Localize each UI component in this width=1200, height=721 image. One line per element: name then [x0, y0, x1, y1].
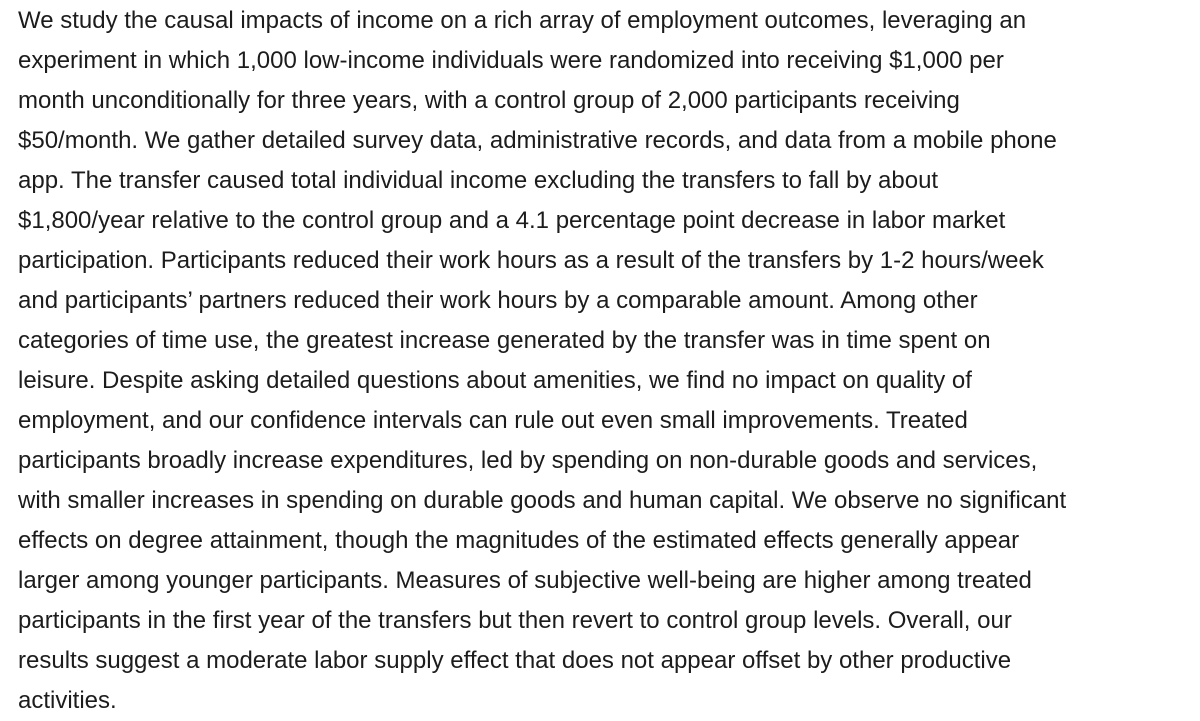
abstract-line-16: participants in the first year of the transfers but then revert to control group levels. Overall, our [18, 607, 1012, 634]
abstract-line-3: month unconditionally for three years, with a control group of 2,000 participants receiving [18, 87, 960, 114]
abstract-line-15: larger among younger participants. Measures of subjective well-being are higher among treated [18, 567, 1032, 594]
abstract-line-11: employment, and our confidence intervals can rule out even small improvements. Treated [18, 407, 968, 434]
abstract-line-4: $50/month. We gather detailed survey data, administrative records, and data from a mobile phone [18, 127, 1057, 154]
abstract-line-9: categories of time use, the greatest increase generated by the transfer was in time spent on [18, 327, 991, 354]
abstract-line-6: $1,800/year relative to the control group and a 4.1 percentage point decrease in labor market [18, 207, 1006, 234]
abstract-line-17: results suggest a moderate labor supply effect that does not appear offset by other productive [18, 647, 1012, 674]
abstract-line-12: participants broadly increase expenditures, led by spending on non-durable goods and services, [18, 447, 1038, 474]
abstract-line-5: app. The transfer caused total individual income excluding the transfers to fall by about [18, 167, 939, 194]
abstract-line-2: experiment in which 1,000 low-income individuals were randomized into receiving $1,000 per [18, 47, 1004, 74]
abstract-line-13: with smaller increases in spending on durable goods and human capital. We observe no significant [18, 487, 1067, 514]
abstract-line-18: activities. [18, 687, 117, 714]
abstract-line-14: effects on degree attainment, though the magnitudes of the estimated effects generally appear [18, 527, 1020, 554]
abstract-line-10: leisure. Despite asking detailed questions about amenities, we find no impact on quality of [18, 367, 972, 394]
abstract-line-8: and participants’ partners reduced their work hours by a comparable amount. Among other [18, 287, 978, 314]
abstract-text [18, 1, 1194, 721]
abstract-line-1: We study the causal impacts of income on a rich array of employment outcomes, leveraging an [18, 7, 1027, 34]
abstract-line-7: participation. Participants reduced their work hours as a result of the transfers by 1-2 hours/week [18, 247, 1044, 274]
